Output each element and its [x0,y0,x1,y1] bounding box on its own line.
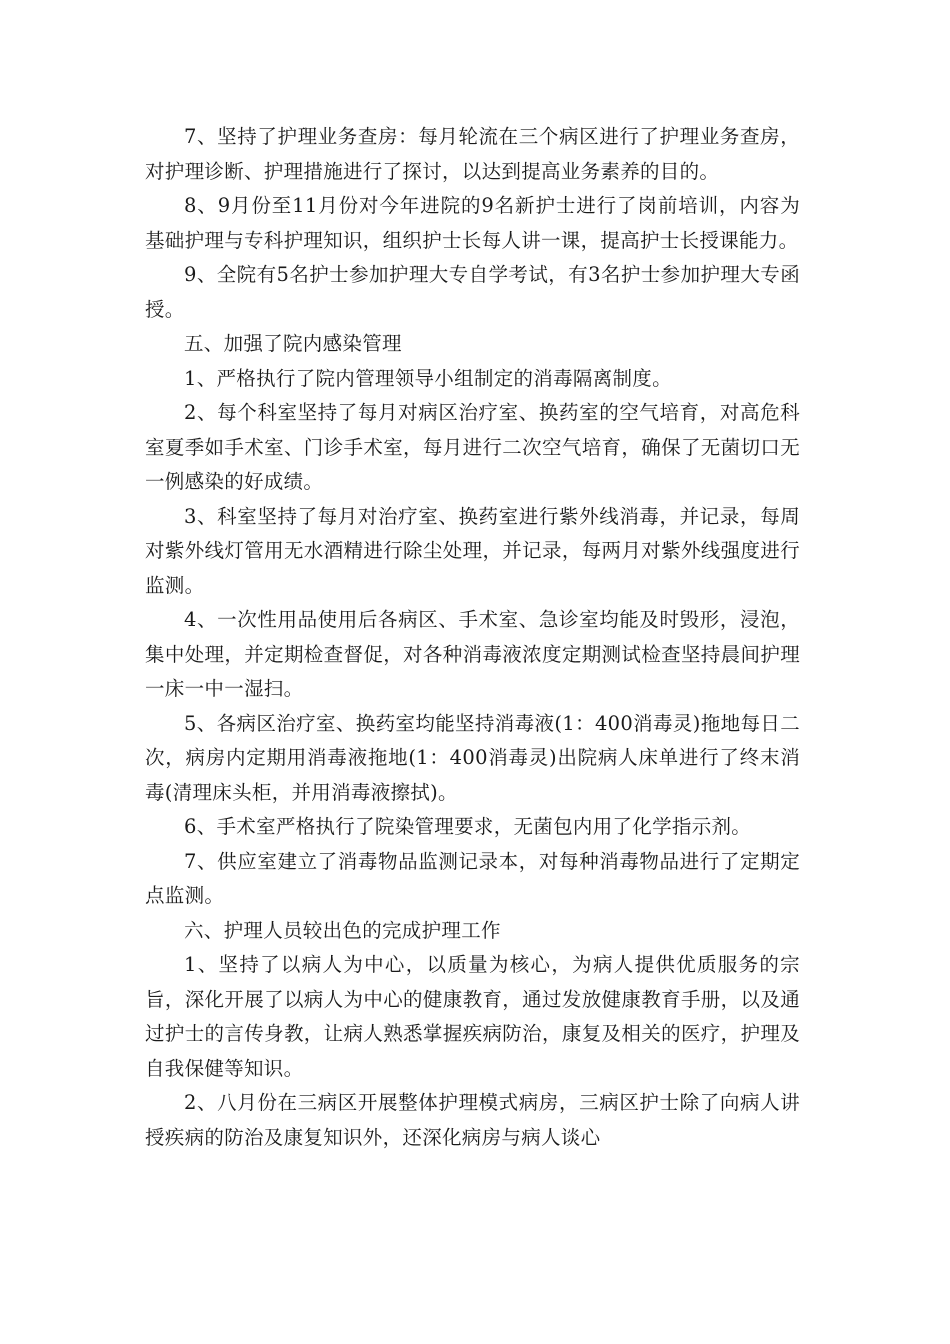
paragraph-item-6-operating-room: 6、手术室严格执行了院染管理要求，无菌包内用了化学指示剂。 [184,815,752,838]
paragraph-item-9-exams: 9、全院有5名护士参加护理大专自学考试，有3名护士参加护理大专函授。 [145,263,800,321]
section-heading-nursing-work: 六、护理人员较出色的完成护理工作 [184,918,501,942]
paragraph-item-2-holistic-care: 2、八月份在三病区开展整体护理模式病房，三病区护士除了向病人讲授疾病的防治及康复知识外，还深化病房与病人谈心 [145,1091,800,1149]
paragraph-item-8-nurse-training: 8、9月份至11月份对今年进院的9名新护士进行了岗前培训，内容为基础护理与专科护理知识，组织护士长每人讲一课，提高护士长授课能力。 [145,194,800,252]
paragraph-item-1-patient-centered: 1、坚持了以病人为中心，以质量为核心，为病人提供优质服务的宗旨，深化开展了以病人为中心的健康教育，通过发放健康教育手册，以及通过护士的言传身教，让病人熟悉掌握疾病防治，康复及相关的医疗，护理及自我保健等知识。 [145,953,800,1080]
paragraph-item-1-disinfection: 1、严格执行了院内管理领导小组制定的消毒隔离制度。 [184,366,672,390]
section-heading-infection-control: 五、加强了院内感染管理 [184,332,402,355]
paragraph-item-7-ward-rounds: 7、坚持了护理业务查房：每月轮流在三个病区进行了护理业务查房，对护理诊断、护理措施进行了探讨，以达到提高业务素养的目的。 [145,125,800,183]
paragraph-item-3-uv-disinfection: 3、科室坚持了每月对治疗室、换药室进行紫外线消毒，并记录，每周对紫外线灯管用无水酒精进行除尘处理，并记录，每两月对紫外线强度进行监测。 [145,504,800,597]
paragraph-item-2-air-culture: 2、每个科室坚持了每月对病区治疗室、换药室的空气培育，对高危科室夏季如手术室、门诊手术室，每月进行二次空气培育，确保了无菌切口无一例感染的好成绩。 [145,401,800,493]
paragraph-item-7-supply-room: 7、供应室建立了消毒物品监测记录本，对每种消毒物品进行了定期定点监测。 [145,849,800,907]
paragraph-item-5-floor-mopping: 5、各病区治疗室、换药室均能坚持消毒液(1：400消毒灵)拖地每日二次，病房内定期用消毒液拖地(1：400消毒灵)出院病人床单进行了终末消毒(清理床头柜，并用消毒液擦拭)。 [145,711,800,804]
paragraph-item-4-disposables: 4、一次性用品使用后各病区、手术室、急诊室均能及时毁形，浸泡，集中处理，并定期检查督促，对各种消毒液浓度定期测试检查坚持晨间护理一床一中一湿扫。 [145,608,800,700]
